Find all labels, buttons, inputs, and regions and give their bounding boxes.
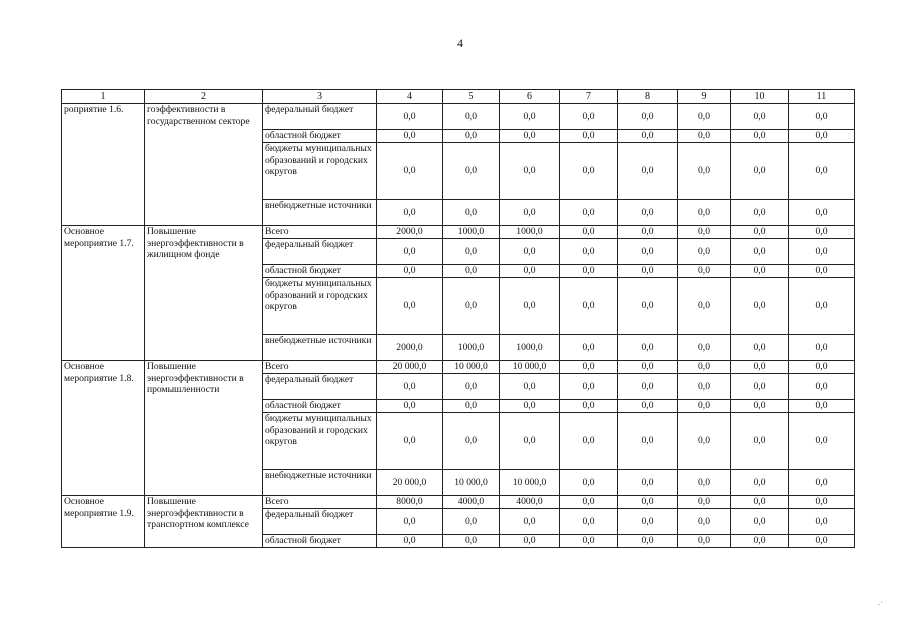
value-cell: 10 000,0 [443, 470, 500, 496]
value-cell: 0,0 [618, 104, 678, 130]
value-cell: 0,0 [789, 374, 855, 400]
value-cell: 0,0 [731, 361, 789, 374]
value-cell: 0,0 [789, 400, 855, 413]
table-row [62, 226, 855, 239]
value-cell: 0,0 [731, 104, 789, 130]
value-cell: 1000,0 [443, 335, 500, 361]
value-cell: 0,0 [560, 200, 618, 226]
value-cell: 1000,0 [500, 226, 560, 239]
activity-name-cell: Повышение энергоэффективности в транспортном комплексе [145, 496, 263, 548]
value-cell: 0,0 [500, 278, 560, 335]
value-cell: 1000,0 [443, 226, 500, 239]
budget-table-body [62, 90, 855, 548]
header-cell: 3 [263, 90, 377, 104]
activity-name-cell: гоэффективности в государственном секторе [145, 104, 263, 226]
value-cell: 0,0 [560, 130, 618, 143]
header-cell: 9 [678, 90, 731, 104]
value-cell: 2000,0 [377, 335, 443, 361]
header-cell: 6 [500, 90, 560, 104]
value-cell: 0,0 [789, 535, 855, 548]
value-cell: 4000,0 [500, 496, 560, 509]
header-cell: 5 [443, 90, 500, 104]
value-cell: 10 000,0 [500, 361, 560, 374]
funding-source-cell: бюджеты муниципальных образований и городских округов [263, 413, 377, 470]
value-cell: 0,0 [789, 496, 855, 509]
value-cell: 0,0 [678, 335, 731, 361]
funding-source-cell: внебюджетные источники [263, 200, 377, 226]
value-cell: 0,0 [678, 470, 731, 496]
value-cell: 0,0 [731, 413, 789, 470]
value-cell: 0,0 [560, 278, 618, 335]
value-cell: 0,0 [560, 496, 618, 509]
table-row [62, 496, 855, 509]
value-cell: 0,0 [500, 130, 560, 143]
value-cell: 2000,0 [377, 226, 443, 239]
value-cell: 0,0 [678, 104, 731, 130]
value-cell: 0,0 [789, 335, 855, 361]
value-cell: 0,0 [618, 278, 678, 335]
value-cell: 0,0 [789, 226, 855, 239]
value-cell: 0,0 [678, 374, 731, 400]
value-cell: 0,0 [560, 226, 618, 239]
value-cell: 0,0 [618, 226, 678, 239]
value-cell: 0,0 [789, 143, 855, 200]
value-cell: 0,0 [789, 130, 855, 143]
value-cell: 0,0 [560, 374, 618, 400]
page-number: 4 [457, 36, 463, 50]
value-cell: 0,0 [618, 374, 678, 400]
value-cell: 0,0 [618, 496, 678, 509]
value-cell: 0,0 [500, 143, 560, 200]
header-cell: 7 [560, 90, 618, 104]
value-cell: 0,0 [678, 265, 731, 278]
scan-mark: .· [878, 597, 884, 607]
funding-source-cell: бюджеты муниципальных образований и городских округов [263, 278, 377, 335]
value-cell: 10 000,0 [443, 361, 500, 374]
value-cell: 4000,0 [443, 496, 500, 509]
header-cell: 8 [618, 90, 678, 104]
value-cell: 0,0 [500, 104, 560, 130]
header-cell: 11 [789, 90, 855, 104]
value-cell: 0,0 [500, 509, 560, 535]
value-cell: 0,0 [377, 104, 443, 130]
value-cell: 1000,0 [500, 335, 560, 361]
value-cell: 0,0 [560, 361, 618, 374]
funding-source-cell: федеральный бюджет [263, 104, 377, 130]
value-cell: 0,0 [618, 470, 678, 496]
activity-cell: Основное мероприятие 1.8. [62, 361, 145, 496]
value-cell: 0,0 [560, 143, 618, 200]
value-cell: 0,0 [560, 335, 618, 361]
funding-source-cell: внебюджетные источники [263, 335, 377, 361]
value-cell: 10 000,0 [500, 470, 560, 496]
table-row [62, 104, 855, 130]
value-cell: 0,0 [500, 239, 560, 265]
value-cell: 0,0 [789, 265, 855, 278]
value-cell: 0,0 [560, 239, 618, 265]
value-cell: 0,0 [618, 130, 678, 143]
value-cell: 0,0 [731, 496, 789, 509]
funding-source-cell: федеральный бюджет [263, 509, 377, 535]
value-cell: 20 000,0 [377, 361, 443, 374]
value-cell: 0,0 [500, 374, 560, 400]
value-cell: 0,0 [678, 535, 731, 548]
value-cell: 0,0 [618, 200, 678, 226]
value-cell: 0,0 [500, 413, 560, 470]
funding-source-cell: федеральный бюджет [263, 239, 377, 265]
value-cell: 0,0 [678, 200, 731, 226]
value-cell: 0,0 [377, 535, 443, 548]
value-cell: 0,0 [443, 278, 500, 335]
value-cell: 0,0 [789, 239, 855, 265]
value-cell: 0,0 [377, 278, 443, 335]
value-cell: 0,0 [678, 509, 731, 535]
funding-source-cell: областной бюджет [263, 400, 377, 413]
value-cell: 0,0 [731, 278, 789, 335]
header-cell: 4 [377, 90, 443, 104]
value-cell: 0,0 [731, 226, 789, 239]
value-cell: 0,0 [678, 413, 731, 470]
value-cell: 0,0 [560, 265, 618, 278]
value-cell: 0,0 [678, 278, 731, 335]
value-cell: 0,0 [443, 200, 500, 226]
value-cell: 0,0 [618, 400, 678, 413]
value-cell: 0,0 [789, 509, 855, 535]
funding-source-cell: бюджеты муниципальных образований и городских округов [263, 143, 377, 200]
value-cell: 0,0 [678, 400, 731, 413]
value-cell: 0,0 [731, 200, 789, 226]
activity-cell: Основное мероприятие 1.9. [62, 496, 145, 548]
value-cell: 0,0 [443, 265, 500, 278]
value-cell: 0,0 [377, 200, 443, 226]
value-cell: 0,0 [731, 535, 789, 548]
value-cell: 0,0 [443, 400, 500, 413]
value-cell: 0,0 [678, 130, 731, 143]
activity-name-cell: Повышение энергоэффективности в промышленности [145, 361, 263, 496]
value-cell: 0,0 [618, 535, 678, 548]
funding-source-cell: Всего [263, 226, 377, 239]
value-cell: 0,0 [618, 413, 678, 470]
value-cell: 0,0 [443, 104, 500, 130]
value-cell: 0,0 [731, 143, 789, 200]
funding-source-cell: областной бюджет [263, 265, 377, 278]
value-cell: 0,0 [731, 130, 789, 143]
value-cell: 0,0 [618, 361, 678, 374]
value-cell: 0,0 [618, 239, 678, 265]
value-cell: 0,0 [731, 470, 789, 496]
value-cell: 0,0 [443, 374, 500, 400]
value-cell: 0,0 [500, 535, 560, 548]
table-row [62, 361, 855, 374]
value-cell: 0,0 [443, 535, 500, 548]
activity-name-cell: Повышение энергоэффективности в жилищном фонде [145, 226, 263, 361]
header-cell: 2 [145, 90, 263, 104]
value-cell: 0,0 [789, 470, 855, 496]
header-cell: 10 [731, 90, 789, 104]
value-cell: 0,0 [377, 400, 443, 413]
value-cell: 0,0 [443, 239, 500, 265]
value-cell: 8000,0 [377, 496, 443, 509]
value-cell: 0,0 [731, 400, 789, 413]
value-cell: 0,0 [678, 239, 731, 265]
value-cell: 0,0 [377, 239, 443, 265]
value-cell: 0,0 [560, 400, 618, 413]
value-cell: 0,0 [377, 143, 443, 200]
value-cell: 0,0 [443, 143, 500, 200]
value-cell: 0,0 [500, 200, 560, 226]
budget-table [61, 89, 855, 548]
value-cell: 0,0 [443, 509, 500, 535]
value-cell: 0,0 [377, 413, 443, 470]
value-cell: 0,0 [377, 509, 443, 535]
value-cell: 0,0 [678, 143, 731, 200]
value-cell: 0,0 [731, 509, 789, 535]
value-cell: 0,0 [560, 470, 618, 496]
value-cell: 0,0 [443, 413, 500, 470]
activity-cell: роприятие 1.6. [62, 104, 145, 226]
funding-source-cell: областной бюджет [263, 130, 377, 143]
funding-source-cell: Всего [263, 361, 377, 374]
funding-source-cell: федеральный бюджет [263, 374, 377, 400]
value-cell: 0,0 [789, 200, 855, 226]
value-cell: 0,0 [560, 535, 618, 548]
value-cell: 0,0 [789, 361, 855, 374]
value-cell: 0,0 [377, 130, 443, 143]
funding-source-cell: внебюджетные источники [263, 470, 377, 496]
funding-source-cell: Всего [263, 496, 377, 509]
value-cell: 0,0 [560, 509, 618, 535]
value-cell: 0,0 [678, 496, 731, 509]
value-cell: 0,0 [618, 265, 678, 278]
value-cell: 0,0 [789, 413, 855, 470]
value-cell: 0,0 [618, 509, 678, 535]
value-cell: 0,0 [678, 361, 731, 374]
header-row [62, 90, 855, 104]
value-cell: 0,0 [500, 265, 560, 278]
value-cell: 0,0 [789, 278, 855, 335]
activity-cell: Основное мероприятие 1.7. [62, 226, 145, 361]
value-cell: 0,0 [618, 143, 678, 200]
value-cell: 0,0 [731, 239, 789, 265]
value-cell: 0,0 [500, 400, 560, 413]
value-cell: 0,0 [731, 265, 789, 278]
value-cell: 0,0 [377, 374, 443, 400]
value-cell: 0,0 [443, 130, 500, 143]
value-cell: 0,0 [678, 226, 731, 239]
value-cell: 0,0 [789, 104, 855, 130]
value-cell: 0,0 [560, 104, 618, 130]
header-cell: 1 [62, 90, 145, 104]
value-cell: 0,0 [560, 413, 618, 470]
value-cell: 20 000,0 [377, 470, 443, 496]
value-cell: 0,0 [377, 265, 443, 278]
value-cell: 0,0 [731, 335, 789, 361]
value-cell: 0,0 [731, 374, 789, 400]
funding-source-cell: областной бюджет [263, 535, 377, 548]
value-cell: 0,0 [618, 335, 678, 361]
